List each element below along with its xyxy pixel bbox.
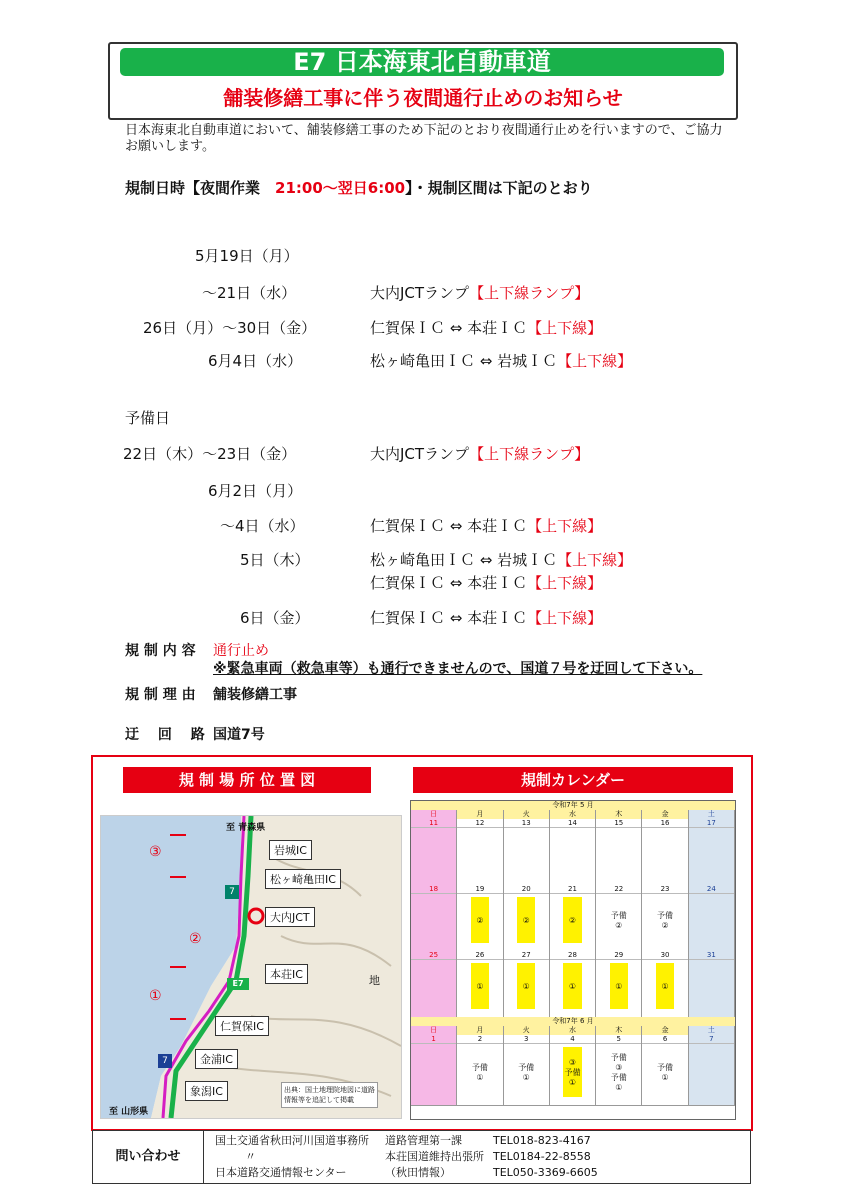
map-south-label: 至 山形県	[109, 1107, 149, 1117]
schedule-date: 26日（月）～30日（金）	[143, 319, 317, 337]
day-number: 1	[411, 1035, 456, 1044]
regulation-mark: 予備 ②	[610, 911, 627, 930]
contact-label: 問い合わせ	[93, 1131, 204, 1183]
reserve-date: 6日（金）	[240, 609, 310, 627]
day-number: 29	[596, 951, 641, 960]
reserve-section: 松ヶ崎亀田ＩＣ ⇔ 岩城ＩＣ【上下線】	[370, 551, 633, 569]
calendar-day	[504, 819, 550, 885]
day-number: 16	[642, 819, 687, 828]
reason-value: 舗装修繕工事	[213, 687, 297, 703]
ic-label: 本荘IC	[265, 964, 308, 984]
contact-row: 国土交通省秋田河川国道事務所 道路管理第一課 TEL018-823-4167	[215, 1134, 591, 1147]
jct-label: 大内JCT	[265, 907, 315, 927]
map-credit: 出典：国土地理院地図に道路 情報等を追記して掲載	[281, 1082, 378, 1108]
schedule-date: ～21日（水）	[202, 284, 297, 302]
weekday-row	[411, 810, 735, 819]
regulation-time-suffix: 】・規制区間は下記のとおり	[405, 179, 593, 197]
zone-1-range	[170, 966, 186, 1020]
location-map	[100, 815, 402, 1119]
detour-label: 迂 回 路	[125, 727, 205, 743]
calendar-day	[411, 819, 457, 885]
calendar-day	[642, 885, 688, 951]
calendar-week	[411, 819, 735, 886]
regulation-time	[125, 177, 593, 198]
zone-3-range	[170, 834, 186, 878]
regulation-mark: ③ 予備①	[563, 1047, 581, 1097]
calendar-day	[596, 1035, 642, 1105]
reserve-date: 22日（木）～23日（金）	[123, 445, 297, 463]
reserve-section: 仁賀保ＩＣ ⇔ 本荘ＩＣ【上下線】	[370, 609, 603, 627]
calendar-day	[457, 951, 503, 1017]
calendar-day	[504, 1035, 550, 1105]
day-number: 19	[457, 885, 502, 894]
day-number: 27	[504, 951, 549, 960]
schedule-date: 6月4日（水）	[208, 352, 303, 370]
regulation-mark: ①	[656, 963, 674, 1009]
day-number: 6	[642, 1035, 687, 1044]
day-number: 14	[550, 819, 595, 828]
day-number: 30	[642, 951, 687, 960]
day-number: 26	[457, 951, 502, 960]
calendar-week	[411, 885, 735, 952]
regulation-mark: ②	[471, 897, 489, 943]
calendar-day	[550, 1035, 596, 1105]
ic-label: 岩城IC	[269, 840, 312, 860]
reserve-section: 仁賀保ＩＣ ⇔ 本荘ＩＣ【上下線】	[370, 574, 603, 592]
day-number: 31	[689, 951, 734, 960]
regulation-mark: ②	[517, 897, 535, 943]
e7-badge: E7	[227, 978, 249, 990]
weekday-header: 水	[550, 1026, 596, 1035]
map-north-label: 至 青森県	[226, 823, 266, 833]
zone-2-marker: ②	[189, 931, 202, 947]
day-number: 4	[550, 1035, 595, 1044]
day-number: 21	[550, 885, 595, 894]
reserve-section: 大内JCTランプ【上下線ランプ】	[370, 445, 590, 463]
regulation-mark: ①	[471, 963, 489, 1009]
contact-row: 〃 本荘国道維持出張所 TEL0184-22-8558	[245, 1150, 591, 1163]
contact-footer	[92, 1130, 751, 1184]
weekday-header: 月	[457, 810, 503, 819]
day-number: 15	[596, 819, 641, 828]
day-number: 5	[596, 1035, 641, 1044]
calendar-month-title: 令和7年 5 月	[411, 801, 735, 811]
regulation-calendar	[410, 800, 736, 1120]
regulation-mark: 予備 ①	[471, 1063, 488, 1082]
calendar-day	[504, 885, 550, 951]
calendar-day	[689, 951, 735, 1017]
weekday-header: 土	[689, 810, 735, 819]
regulation-mark: ①	[610, 963, 628, 1009]
weekday-row	[411, 1026, 735, 1035]
calendar-day	[411, 885, 457, 951]
detour-value: 国道7号	[213, 727, 265, 743]
page-title: E7 日本海東北自動車道	[120, 48, 724, 76]
map-tab: 規 制 場 所 位 置 図	[123, 767, 371, 793]
weekday-header: 日	[411, 1026, 457, 1035]
calendar-day	[689, 885, 735, 951]
reserve-date: ～4日（水）	[220, 517, 305, 535]
day-number: 17	[689, 819, 734, 828]
ic-label: 松ヶ崎亀田IC	[265, 869, 341, 889]
regulation-time-prefix: 規制日時【夜間作業	[125, 179, 276, 197]
schedule-section: 松ヶ崎亀田ＩＣ ⇔ 岩城ＩＣ【上下線】	[370, 352, 633, 370]
zone-1-marker: ①	[149, 988, 162, 1004]
calendar-day	[596, 819, 642, 885]
calendar-day	[504, 951, 550, 1017]
schedule-section: 仁賀保ＩＣ ⇔ 本荘ＩＣ【上下線】	[370, 319, 603, 337]
calendar-day	[411, 951, 457, 1017]
calendar-day	[689, 819, 735, 885]
weekday-header: 日	[411, 810, 457, 819]
ic-label: 金浦IC	[195, 1049, 238, 1069]
regulation-mark: 予備 ①	[518, 1063, 535, 1082]
calendar-day	[550, 819, 596, 885]
calendar-day	[642, 1035, 688, 1105]
calendar-day	[596, 951, 642, 1017]
zone-3-marker: ③	[149, 844, 162, 860]
content-label: 規 制 内 容	[125, 643, 196, 659]
day-number: 18	[411, 885, 456, 894]
calendar-week	[411, 1035, 735, 1106]
weekday-header: 火	[504, 810, 550, 819]
route-7-badge: 7	[158, 1054, 172, 1068]
weekday-header: 水	[550, 810, 596, 819]
calendar-day	[596, 885, 642, 951]
reserve-section: 仁賀保ＩＣ ⇔ 本荘ＩＣ【上下線】	[370, 517, 603, 535]
day-number: 2	[457, 1035, 502, 1044]
regulation-mark: 予備③ 予備①	[610, 1053, 627, 1092]
contact-row: 日本道路交通情報センター （秋田情報） TEL050-3369-6605	[215, 1166, 598, 1179]
day-number: 7	[689, 1035, 734, 1044]
regulation-mark: ①	[517, 963, 535, 1009]
reserve-date: 6月2日（月）	[208, 482, 303, 500]
calendar-day	[457, 1035, 503, 1105]
reserve-label: 予備日	[125, 409, 171, 427]
weekday-header: 月	[457, 1026, 503, 1035]
weekday-header: 火	[504, 1026, 550, 1035]
regulation-mark: ①	[563, 963, 581, 1009]
weekday-header: 金	[642, 810, 688, 819]
ic-label: 象潟IC	[185, 1081, 228, 1101]
weekday-header: 金	[642, 1026, 688, 1035]
ic-label: 仁賀保IC	[215, 1016, 269, 1036]
day-number: 3	[504, 1035, 549, 1044]
day-number: 11	[411, 819, 456, 828]
route-7-badge: 7	[225, 885, 239, 899]
day-number: 13	[504, 819, 549, 828]
day-number: 22	[596, 885, 641, 894]
map-svg	[101, 816, 401, 1118]
calendar-day	[411, 1035, 457, 1105]
reason-label: 規 制 理 由	[125, 687, 196, 703]
day-number: 25	[411, 951, 456, 960]
calendar-day	[457, 819, 503, 885]
calendar-day	[550, 885, 596, 951]
calendar-month-title: 令和7年 6 月	[411, 1017, 735, 1027]
day-number: 12	[457, 819, 502, 828]
calendar-week	[411, 951, 735, 1018]
content-note: ※緊急車両（救急車等）も通行できませんので、国道７号を迂回して下さい。	[213, 661, 703, 677]
calendar-tab: 規制カレンダー	[413, 767, 733, 793]
regulation-time-value: 21:00～翌日6:00	[275, 179, 406, 197]
calendar-day	[550, 951, 596, 1017]
calendar-day	[642, 819, 688, 885]
content-value: 通行止め	[213, 643, 269, 659]
calendar-day	[689, 1035, 735, 1105]
schedule-section: 大内JCTランプ【上下線ランプ】	[370, 284, 590, 302]
day-number: 20	[504, 885, 549, 894]
reserve-date: 5日（木）	[240, 551, 310, 569]
schedule-date: 5月19日（月）	[195, 247, 299, 265]
weekday-header: 土	[689, 1026, 735, 1035]
intro-text: 日本海東北自動車道において、舗装修繕工事のため下記のとおり夜間通行止めを行いますので、ご協力お願いします。	[125, 123, 723, 154]
regulation-mark: ②	[563, 897, 581, 943]
map-extra-text: 地	[369, 974, 380, 987]
day-number: 23	[642, 885, 687, 894]
regulation-mark: 予備 ②	[657, 911, 674, 930]
weekday-header: 木	[596, 810, 642, 819]
page-subtitle: 舗装修繕工事に伴う夜間通行止めのお知らせ	[223, 86, 623, 110]
day-number: 24	[689, 885, 734, 894]
contact-rows	[215, 1133, 745, 1181]
weekday-header: 木	[596, 1026, 642, 1035]
day-number: 28	[550, 951, 595, 960]
calendar-day	[457, 885, 503, 951]
calendar-day	[642, 951, 688, 1017]
regulation-mark: 予備 ①	[657, 1063, 674, 1082]
